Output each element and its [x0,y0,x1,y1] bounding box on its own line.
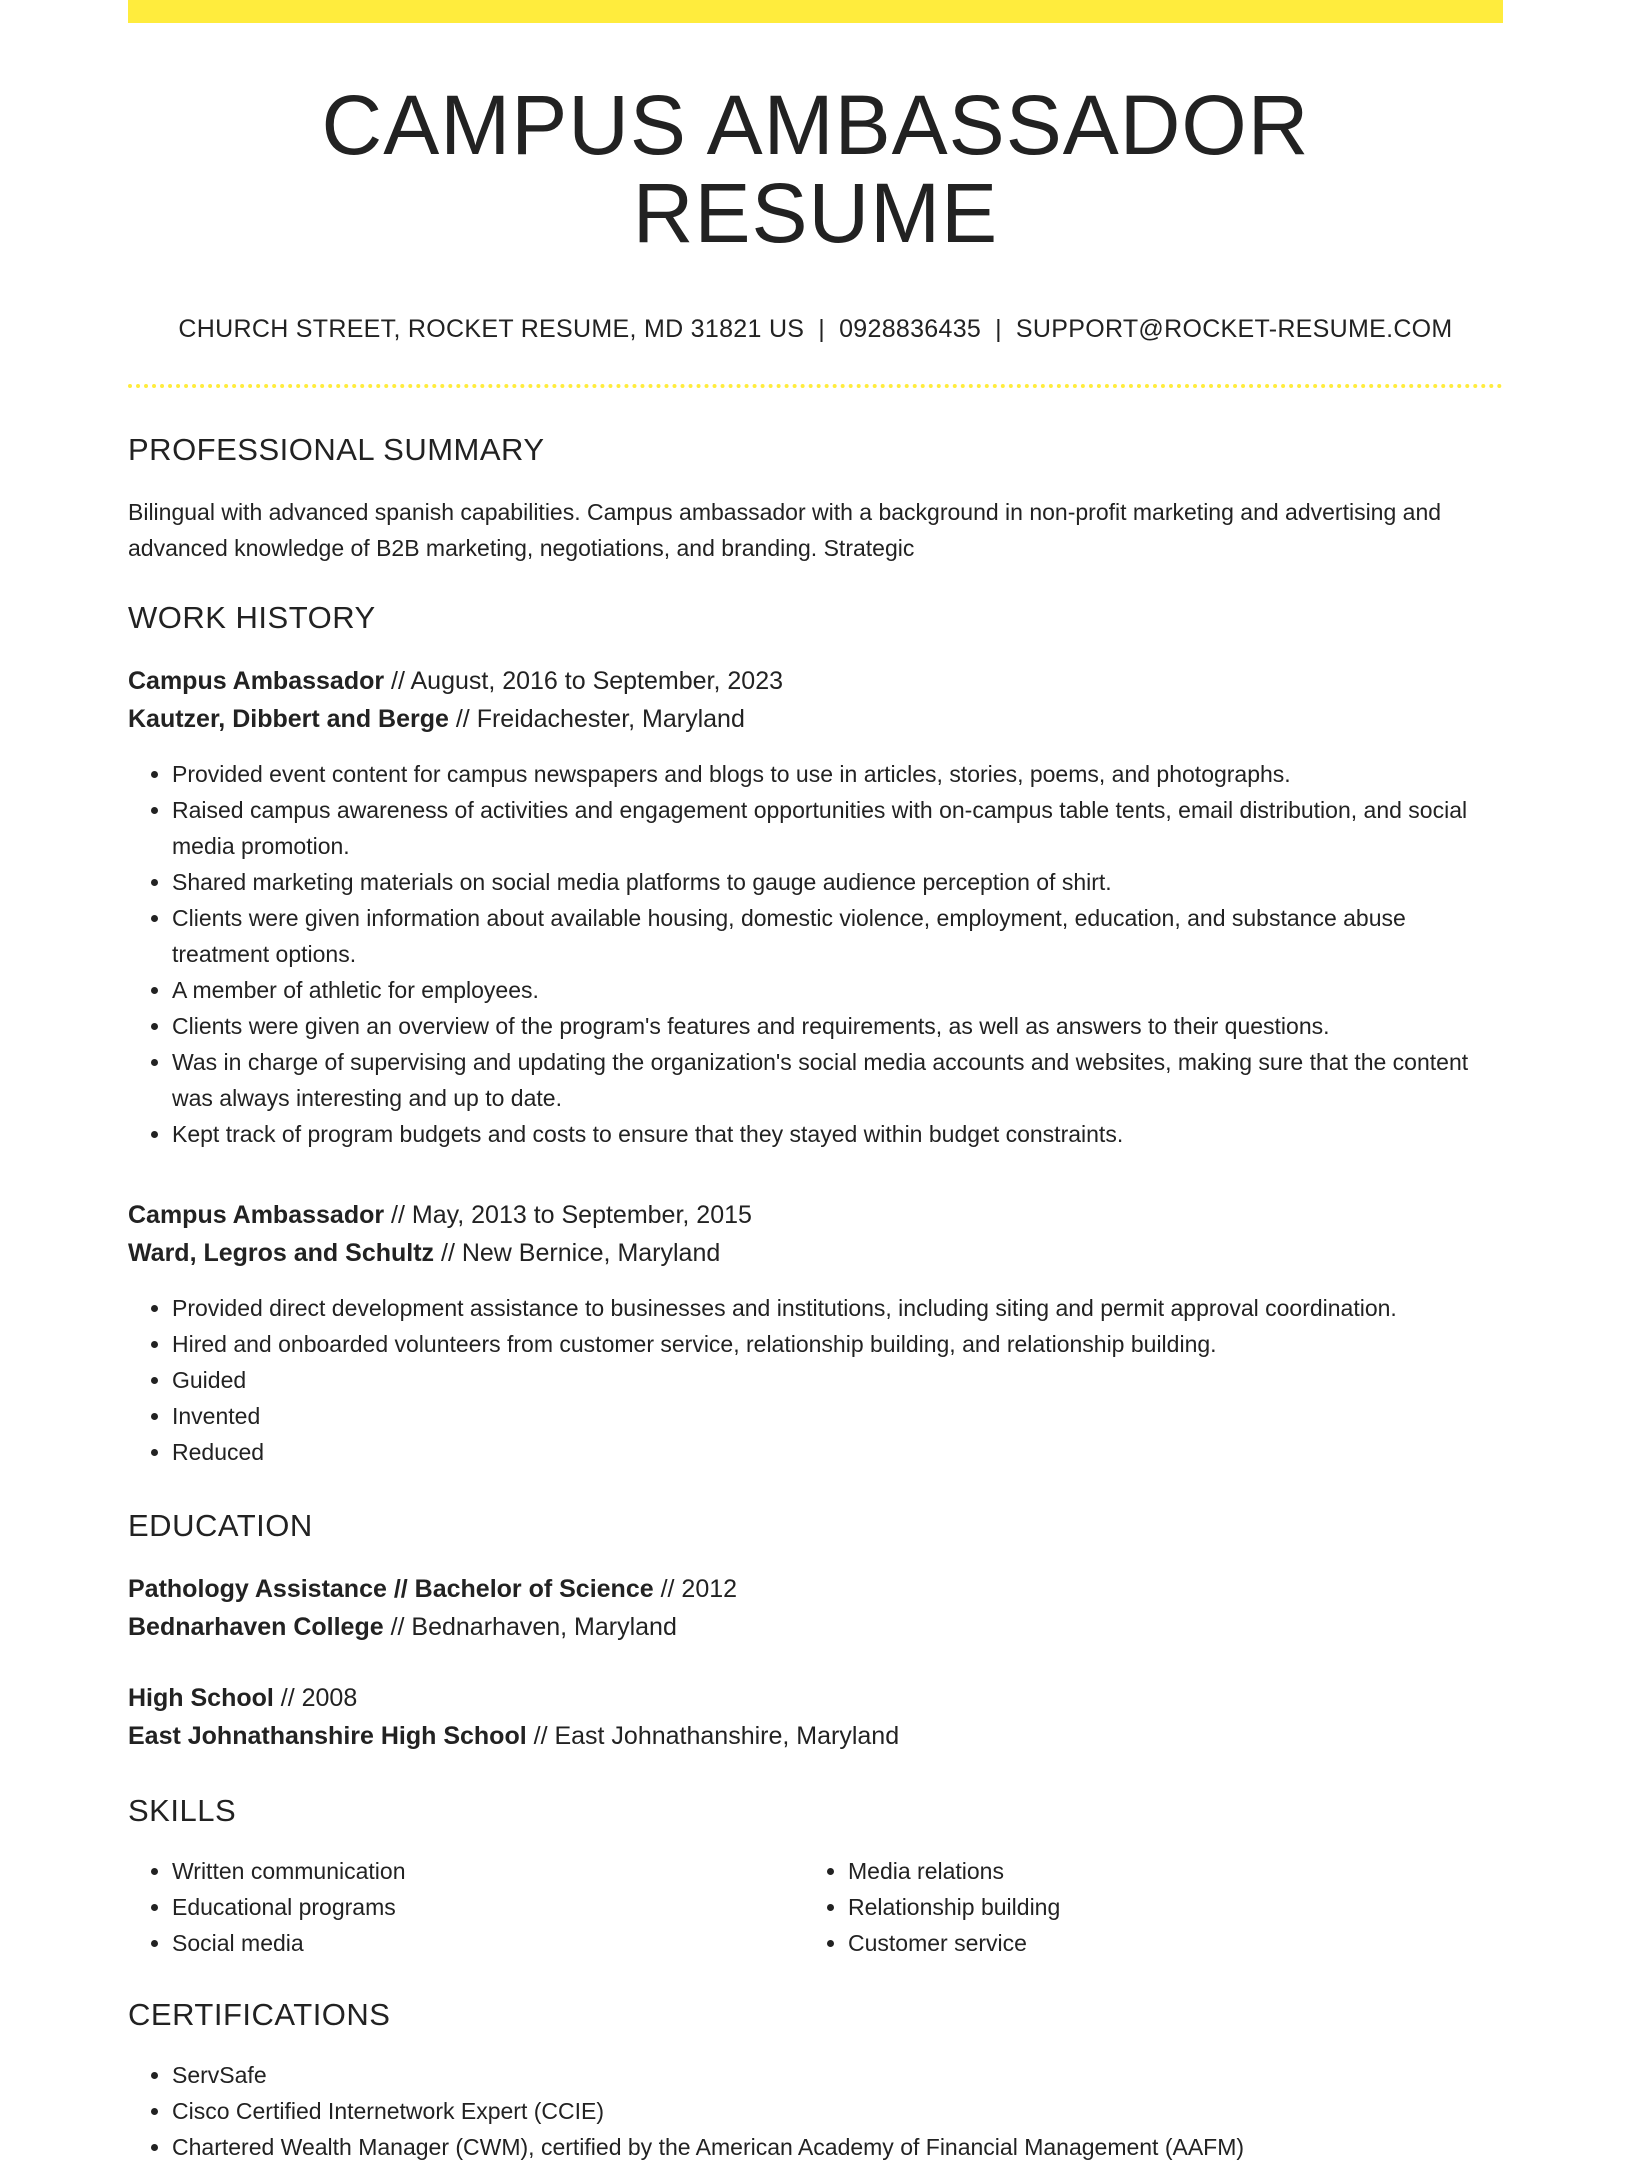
resume-page [128,0,1503,2165]
job-bullet: • Clients were given an overview of the program's features and requirements, as well as answers to their questions. [172,1008,1503,1044]
skill-item: • Customer service [848,1925,1480,1961]
education-heading: EDUCATION [128,1508,313,1544]
contact-separator: | [995,315,1002,344]
job-bullet: • A member of athletic for employees. [172,972,1503,1008]
job-title-line [128,1196,1503,1234]
job-bullet: • Reduced [172,1434,1503,1470]
skills-left-column [128,1853,804,1961]
education-school: East Johnathanshire High School [128,1722,527,1751]
education-school-line [128,1717,1503,1755]
job-company-line [128,700,1503,738]
certification-item: • Cisco Certified Internetwork Expert (CCIE) [172,2093,1503,2129]
job-bullet: • Hired and onboarded volunteers from customer service, relationship building, and relationship building. [172,1326,1503,1362]
contact-phone: 0928836435 [839,315,982,344]
job-company-line [128,1234,1503,1272]
job-bullets [128,756,1503,1152]
skill-item: • Relationship building [848,1889,1480,1925]
job-location: // New Bernice, Maryland [434,1239,721,1268]
job-bullet: • Provided event content for campus newspapers and blogs to use in articles, stories, poems, and photographs. [172,756,1503,792]
education-degree: Pathology Assistance // Bachelor of Science [128,1575,654,1604]
job-entry [128,662,1503,1152]
accent-top-bar [128,0,1503,23]
job-title: Campus Ambassador [128,1201,385,1230]
certification-item: • ServSafe [172,2057,1503,2093]
education-degree-line [128,1679,1503,1717]
job-dates: // May, 2013 to September, 2015 [384,1201,752,1230]
contact-address: CHURCH STREET, ROCKET RESUME, MD 31821 US [178,315,805,344]
education-school-line [128,1608,1503,1646]
education-year: // 2012 [653,1575,738,1604]
job-company: Ward, Legros and Schultz [128,1239,435,1268]
contact-line [128,315,1503,344]
job-bullet: • Clients were given information about available housing, domestic violence, employment, education, and substance abuse treatment options. [172,900,1503,972]
summary-heading: PROFESSIONAL SUMMARY [128,432,545,468]
summary-text: Bilingual with advanced spanish capabilities. Campus ambassador with a background in non-profit marketing and advertising and advanced knowledge of B2B marketing, negotiations, and branding. Strategic [128,499,1442,562]
contact-separator: | [818,315,826,344]
skill-item: • Media relations [848,1853,1480,1889]
education-school: Bednarhaven College [128,1613,384,1642]
job-bullet: • Raised campus awareness of activities and engagement opportunities with on-campus table tents, email distribution, and social media promotion. [172,792,1503,864]
certifications-list [128,2057,1503,2165]
job-bullet: • Shared marketing materials on social media platforms to gauge audience perception of shirt. [172,864,1503,900]
education-entry [128,1679,1503,1755]
job-company: Kautzer, Dibbert and Berge [128,705,449,734]
resume-title: CAMPUS AMBASSADOR RESUME [321,78,1310,261]
education-year: // 2008 [273,1684,358,1713]
certification-item: • Chartered Wealth Manager (CWM), certified by the American Academy of Financial Management (AAFM) [172,2129,1503,2165]
dotted-divider [128,384,1503,388]
job-bullet: • Invented [172,1398,1503,1434]
education-location: // East Johnathanshire, Maryland [526,1722,900,1751]
job-bullet: • Provided direct development assistance to businesses and institutions, including siting and permit approval coordination. [172,1290,1503,1326]
skill-item: • Social media [172,1925,804,1961]
skills-heading: SKILLS [128,1793,237,1829]
education-degree-line [128,1570,1503,1608]
work-history-heading: WORK HISTORY [128,600,376,636]
job-location: // Freidachester, Maryland [448,705,745,734]
education-entry [128,1570,1503,1646]
job-title-line [128,662,1503,700]
job-title: Campus Ambassador [128,667,385,696]
skills-right-column [804,1853,1480,1961]
skill-item: • Written communication [172,1853,804,1889]
job-dates: // August, 2016 to September, 2023 [384,667,783,696]
job-bullets [128,1290,1503,1470]
job-entry [128,1196,1503,1470]
job-bullet: • Guided [172,1362,1503,1398]
job-bullet: • Kept track of program budgets and costs to ensure that they stayed within budget constraints. [172,1116,1503,1152]
job-bullet: • Was in charge of supervising and updating the organization's social media accounts and websites, making sure that the content was always interesting and up to date. [172,1044,1503,1116]
education-degree: High School [128,1684,274,1713]
contact-email: SUPPORT@ROCKET-RESUME.COM [1015,315,1453,344]
skills-grid [128,1853,1503,1961]
education-location: // Bednarhaven, Maryland [383,1613,677,1642]
certifications-heading: CERTIFICATIONS [128,1997,391,2033]
skill-item: • Educational programs [172,1889,804,1925]
